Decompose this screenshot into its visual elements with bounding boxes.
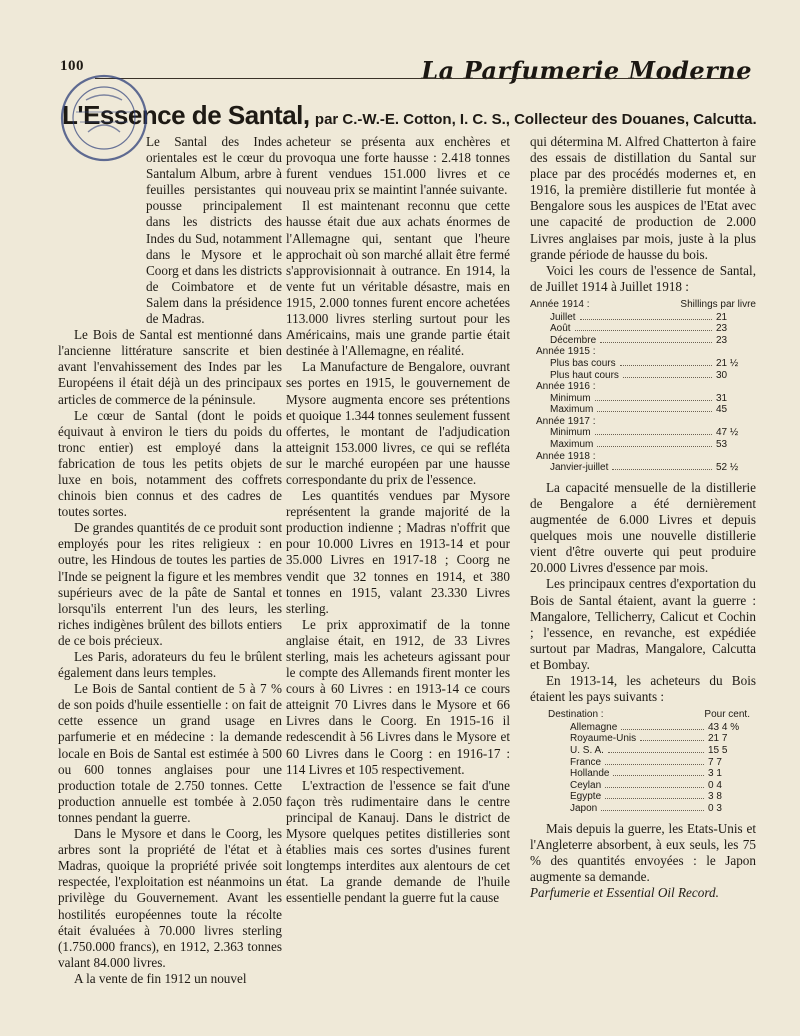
price-row [530,358,756,370]
buyer-country: France [570,756,602,768]
buyer-percent: 43 4 % [708,721,740,733]
buyer-country: Japon [570,802,598,814]
buyer-row [530,803,756,815]
price-row-value: 23 [716,334,728,346]
price-row-label: Janvier-juillet [550,462,609,474]
paragraph: Voici les cours de l'essence de Santal, de Juillet 1914 à Juillet 1918 : [530,262,756,294]
paragraph: Les principaux centres d'exportation du Bois de Santal étaient, avant la guerre : Mangalore, Tellicherry, Calicut et Cochin ; l'essence, en revanche, est expédiée surtout par Madras, Mangalore, Calcutta et Bombay. [530,576,756,672]
price-row [530,323,756,335]
price-row-value: 52 ½ [716,462,739,474]
buyers-table [530,709,756,814]
buyer-row [530,722,756,734]
paragraph: Les Paris, adorateurs du feu le brûlent également dans leurs temples. [58,649,282,681]
buyers-col-destination: Destination : [548,709,604,721]
source-citation: Parfumerie et Essential Oil Record. [530,884,719,900]
buyer-percent: 0 4 [708,779,722,791]
price-row-label: Juillet [550,311,576,323]
leader-dots [595,434,712,435]
paragraph: En 1913-14, les acheteurs du Bois étaient les pays suivants : [530,672,756,705]
price-table-header [530,299,756,311]
buyer-country: Egypte [570,791,602,803]
leader-dots [601,810,704,811]
leader-dots [608,752,704,753]
buyer-row [530,733,756,745]
paragraph: Mais depuis la guerre, les Etats-Unis et l'Angleterre absorbent, à eux seuls, les 75 % des quantités envoyées : le Japon augmente sa demande. [530,820,756,884]
paragraph: A la vente de fin 1912 un nouvel [74,970,247,986]
buyer-row [530,768,756,780]
price-table-first-group: Année 1914 : [530,298,590,310]
leader-dots [612,469,712,470]
header-rule [95,78,745,79]
buyer-percent: 3 1 [708,768,722,780]
article-title [62,100,782,131]
paragraph: De grandes quantités de ce produit sont employés pour les rites religieux : en outre, les Hindous de toutes les parties de l'Inde se peignent la figure et les membres supérieurs avec de la pâte de Santal et lorsqu'ils enterrent l'un des leurs, les riches indigènes brûlent des billots entiers de ce bois précieux. [58,520,283,648]
price-row-value: 30 [716,369,728,381]
price-row [530,439,756,451]
price-row [530,335,756,347]
paragraph: Le Bois de Santal est mentionné dans l'ancienne littérature sanscrite et bien avant l'envahissement des Indes par les Européens il était déjà un des principaux articles de commerce de la péninsule. [58,327,282,407]
price-group-label: Année 1916 : [536,381,596,393]
leader-dots [580,319,712,320]
price-row-label: Minimum [550,392,591,404]
buyer-percent: 3 8 [708,791,722,803]
buyer-country: Royaume-Unis [570,733,637,745]
leader-dots [621,729,704,730]
price-row-label: Maximum [550,404,594,416]
paragraph: qui détermina M. Alfred Chatterton à faire des essais de distillation du Santal sur place par des procédés modernes et, en 1916, la première distillerie fut montée à Bengalore sous les auspices de l'Etat avec une capacité de production de 2.000 Livres anglaises par mois, juste à la plus grande période de hausse du bois. [530,134,756,262]
leader-dots [605,787,704,788]
paragraph: Le cœur de Santal (dont le poids équivaut à environ le tiers du poids du tronc entier) est employé dans la fabrication de tous les petits objets de luxe en bois, notamment des coffrets chinois bien connus et des cadres de toutes sortes. [58,407,282,520]
leader-dots [600,342,712,343]
buyer-percent: 21 7 [708,733,728,745]
price-row [530,404,756,416]
buyers-table-header [530,709,756,721]
price-row-label: Plus haut cours [550,369,619,381]
paragraph: Le prix approximatif de la tonne anglaise était, en 1912, de 33 Livres sterling, mais les acheteurs agissant pour le compte des Allemands firent monter les cours à 60 Livres : en 1913-14 ce cours atteignit 70 Livres dans le Mysore et 66 Livres dans le Coorg. En 1915-16 il redescendit à 56 Livres dans le Mysore et 60 Livres dans le Coorg : en 1916-17 : 114 Livres et 105 respectivement. [286,616,510,777]
price-row-value: 21 ½ [716,357,739,369]
leader-dots [605,798,704,799]
price-row-label: Minimum [550,427,591,439]
article-title-main: L'Essence de Santal, [62,100,310,130]
price-group-label: Année 1915 : [536,346,596,358]
price-row-value: 45 [716,404,728,416]
price-row-label: Plus bas cours [550,357,616,369]
price-row [530,462,756,474]
buyer-country: Ceylan [570,779,602,791]
price-table [530,299,756,474]
price-row [530,370,756,382]
journal-title: La Parfumerie Moderne [421,56,752,85]
buyer-row [530,757,756,769]
price-row-value: 23 [716,323,728,335]
price-row-value: 21 [716,311,728,323]
leader-dots [597,411,712,412]
leader-dots [613,775,704,776]
leader-dots [595,400,712,401]
price-group-label: Année 1917 : [536,415,596,427]
buyer-row [530,780,756,792]
price-row-value: 53 [716,439,728,451]
buyer-percent: 15 5 [708,744,728,756]
paragraph: Dans le Mysore et dans le Coorg, les arbres sont la propriété de l'état et à Madras, quoique la propriété privée soit respectée, l'exploitation est néanmoins un privilège du Gouvernement. Avant les hostilités européennes toute la récolte était évaluées à 70.000 livres sterling (1.750.000 francs), en 1912, 2.363 tonnes valant 84.000 livres. [58,826,282,970]
paragraph: L'extraction de l'essence se fait d'une façon très rudimentaire dans le centre principal de Kanauj. Dans le district de Mysore quelques petites distilleries sont établies mais ces sortes d'usines furent longtemps interdites aux alentours de cet état. La grande demande de l'huile essentielle pendant la guerre fut la cause [286,777,510,906]
price-row-value: 47 ½ [716,427,739,439]
buyer-country: Hollande [570,768,610,780]
price-row-label: Août [550,323,571,335]
paragraph: Le Bois de Santal contient de 5 à 7 % de son poids d'huile essentielle : on fait de cette essence un grand usage en parfumerie et en médecine : la demande locale en Bois de Santal est estimée à 500 ou 600 tonnes anglaises pour une production totale de 2.750 tonnes. Cette production annuelle est tombée à 2.050 tonnes pendant la guerre. [58,681,282,825]
paragraph: Il est maintenant reconnu que cette hausse était due aux achats énormes de l'Allemagne qui, sentant que l'heure approchait où son marché allait être fermé s'approvisionnait à outrance. En 1914, la vente fut un véritable désastre, mais en 1915, 2.000 tonnes furent encore achetées 113.000 livres sterling surtout pour les Américains, mais une grande partie était destinée à l'Allemagne, en réalité. [286,198,510,359]
price-row-label: Maximum [550,439,594,451]
paragraph: La Manufacture de Bengalore, ouvrant ses portes en 1915, le gouvernement de Mysore augmenta encore ses prétentions et quoique 1.344 tonnes seulement fussent offertes, le montant de l'adjudication atteignit 153.000 livres, ce qui se refléta sur le marché européen par une hausse correspondante du prix de l'essence. [286,359,510,487]
buyer-percent: 7 7 [708,756,722,768]
paragraph: La capacité mensuelle de la distillerie de Bengalore a été dernièrement augmentée de 6.000 Livres et depuis quelques mois une nouvelle distillerie vient d'être ouverte qui peut produire 20.000 Livres d'essence par mois. [530,479,756,576]
leader-dots [575,330,712,331]
price-group-label: Année 1918 : [536,450,596,462]
leader-dots [640,740,704,741]
text-column-2 [286,134,510,907]
leader-dots [605,764,704,765]
price-row-value: 31 [716,392,728,404]
buyer-percent: 0 3 [708,802,722,814]
price-table-unit: Shillings par livre [680,298,756,310]
leader-dots [620,365,712,366]
article-byline: par C.-W.-E. Cotton, I. C. S., Collecteur des Douanes, Calcutta. [314,111,757,128]
price-row [530,427,756,439]
text-column-1 [58,134,282,987]
buyer-row [530,791,756,803]
buyer-country: Allemagne [570,721,618,733]
buyer-row [530,745,756,757]
page-number: 100 [60,58,84,74]
paragraph: Le Santal des Indes orientales est le cœur du Santalum Album, arbre à feuilles persistantes qui pousse principalement dans les districts des Indes du Sud, notamment dans le Mysore et le Coorg et dans les districts de Coimbatore et de Salem dans la présidence de Madras. [146,134,283,327]
text-column-3 [530,134,756,901]
leader-dots [623,377,712,378]
buyers-col-percent: Pour cent. [704,709,750,721]
price-row [530,312,756,324]
price-row [530,393,756,405]
leader-dots [597,446,712,447]
buyer-country: U. S. A. [570,744,604,756]
price-row-label: Décembre [550,334,597,346]
paragraph: acheteur se présenta aux enchères et provoqua une forte hausse : 2.418 tonnes furent vendues 151.000 livres et ce nouveau prix se maintint l'année suivante. [286,134,510,198]
paragraph: Les quantités vendues par Mysore représentent la grande majorité de la production indienne ; Madras n'offrit que pour 10.000 Livres en 1913-14 et pour 35.000 Livres en 1917-18 ; Coorg ne vendit que 32 tonnes en 1914, et 380 tonnes en 1915, valant 23.330 Livres sterling. [286,488,510,616]
